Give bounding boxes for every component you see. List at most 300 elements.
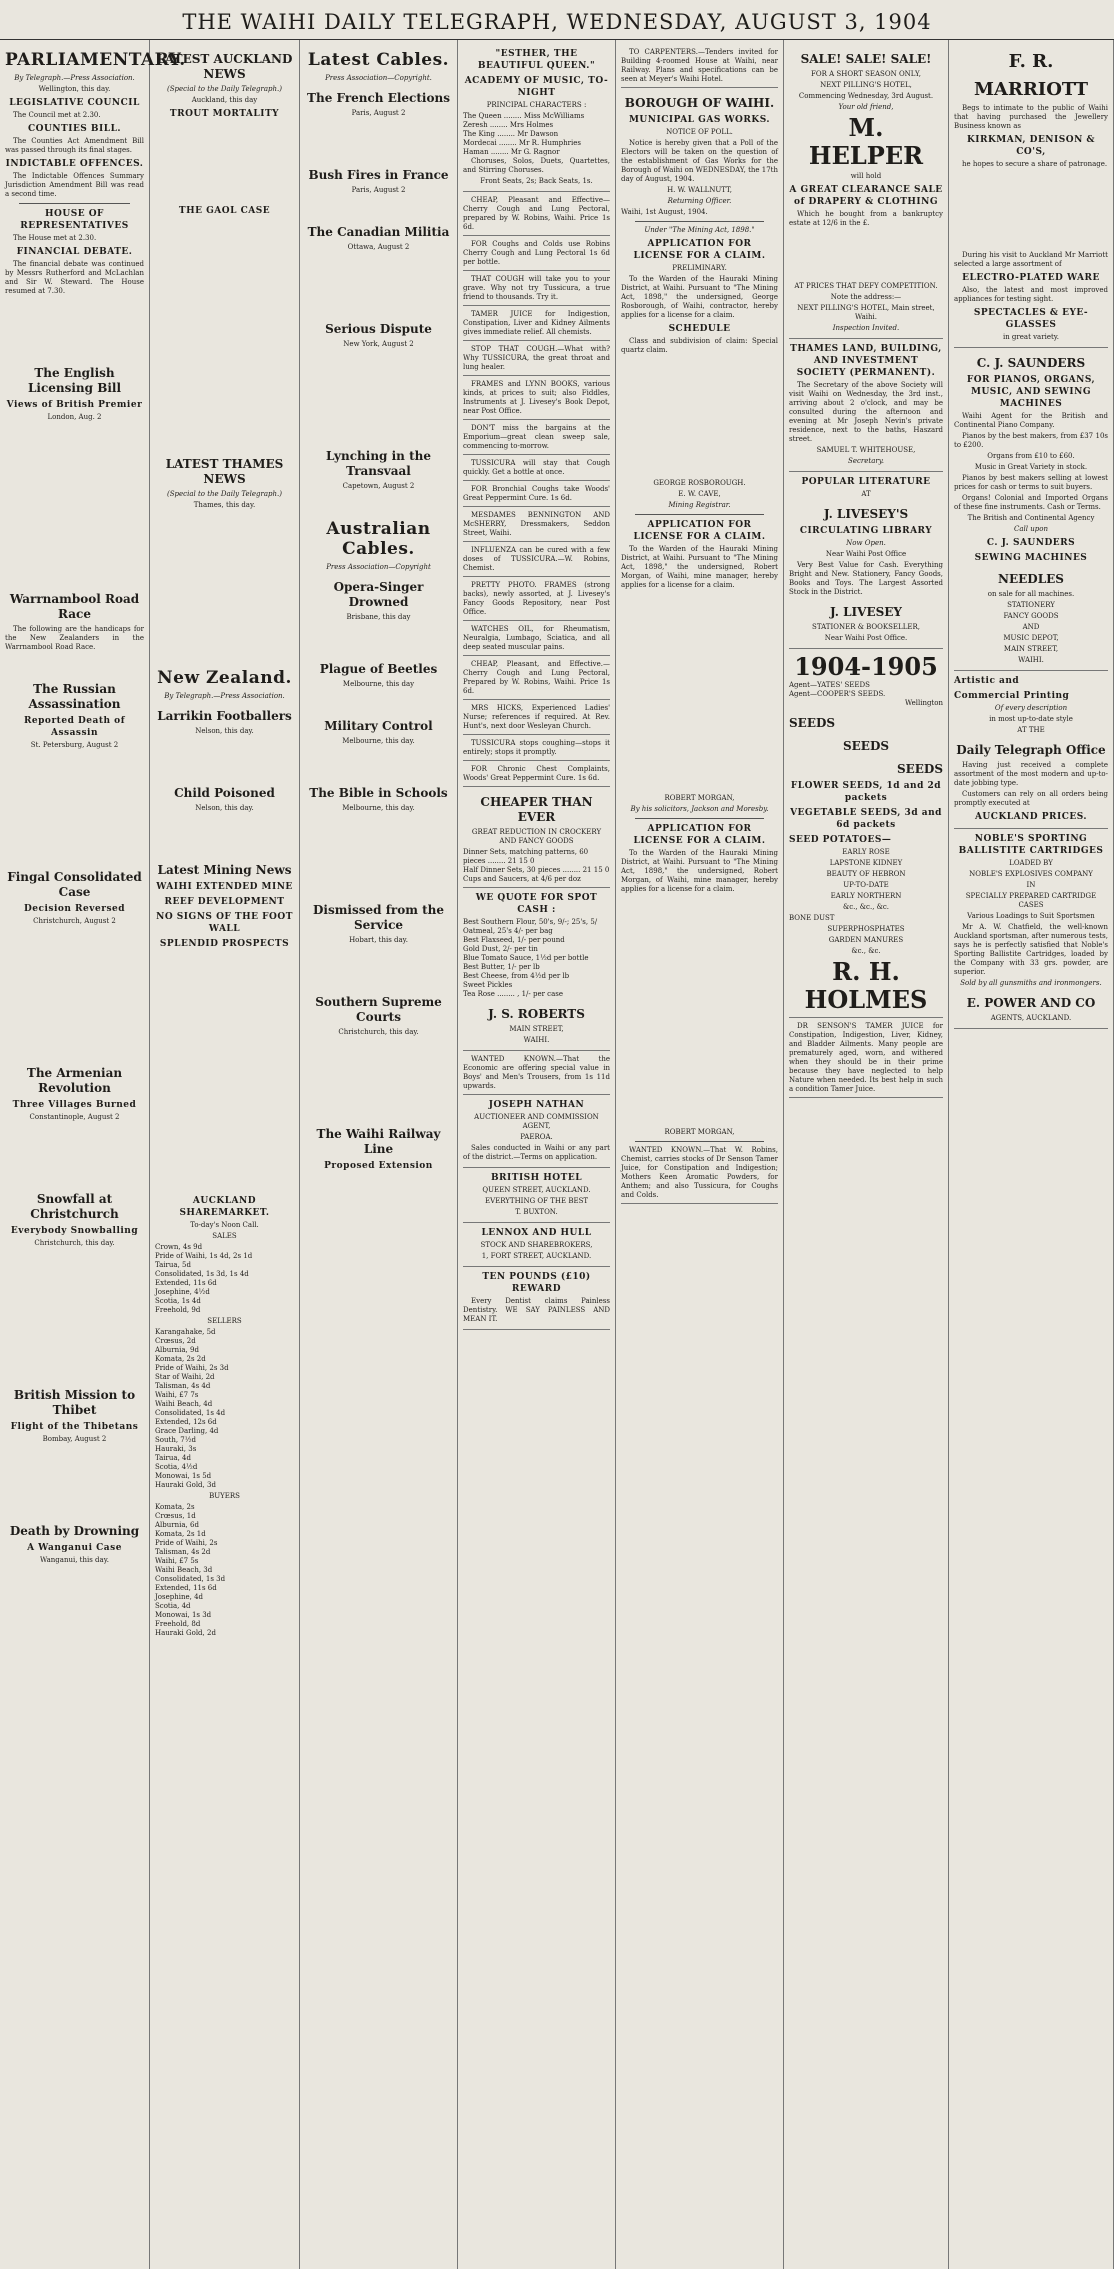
cast-row: Haman ........ Mr G. Ragnor [463,148,560,156]
column-5 [616,40,784,2269]
price-row: Best Butter, 1/- per lb [463,963,540,971]
advert-title: "ESTHER, THE BEAUTIFUL QUEEN." [477,49,596,71]
headline: The Canadian Militia [307,225,450,239]
advert-text: Mr A. W. Chatfield, the well-known Auckland sportsman, after numerous tests, says he is perfectly satisfied that Noble's Sporting Ballistite Cartridges, loaded by the Company with 33 grs. powder, are superior. [954,923,1108,976]
advert-text: Choruses, Solos, Duets, Quartettes, and Stirring Choruses. [463,157,610,174]
share-row: Tairua, 5d [155,1261,191,1269]
price-row: Sweet Pickles [463,981,513,989]
advert: CHEAP, Pleasant and Effective—Cherry Cough and Lung Pectoral, prepared by W. Robins, Waihi. Price 1s 6d. [463,196,610,236]
advert-text: Also, the latest and most improved appliances for testing sight. [954,286,1108,303]
advert: WANTED KNOWN.—That the Economic are offering special value in Boys' and Men's Trousers, from 1s 11d upwards. [463,1055,610,1095]
headline: Plague of Beetles [319,662,438,676]
advert-title: WE QUOTE FOR SPOT CASH : [475,893,598,915]
advert-title: FOR PIANOS, ORGANS, MUSIC, AND SEWING MACHINES [966,375,1096,409]
share-row: Hauraki Gold, 3d [155,1481,216,1489]
share-row: Crown, 4s 9d [155,1243,203,1251]
subheadline: Views of British Premier [6,400,143,410]
share-row: Grace Darling, 4d [155,1427,219,1435]
headline: The English Licensing Bill [27,366,122,395]
headline: Death by Drowning [9,1524,140,1538]
section-heading: LEGISLATIVE COUNCIL [9,98,140,108]
price-row: Cups and Saucers, at 4/6 per doz [463,875,581,883]
notice-text: To the Warden of the Hauraki Mining District, at Waihi. Pursuant to "The Mining Act, 1898," the undersigned, Robert Morgan, of Waihi, mine manager, hereby applies for a license for a claim. [621,849,778,893]
notice-officer: Returning Officer. [667,197,732,205]
notice-label: NOTICE OF POLL. [666,128,733,136]
share-row: Talisman, 4s 2d [155,1548,211,1556]
article-text: The House met at 2.30. [13,234,97,242]
potato-row: LAPSTONE KIDNEY [829,859,903,867]
advert-text: AGENTS, AUCKLAND. [990,1014,1072,1022]
dateline: New York, August 2 [343,340,414,348]
advert-seeds [789,653,943,1018]
notice-signature: ROBERT MORGAN, [664,794,735,802]
advert-town: PAEROA. [520,1133,553,1141]
advert-text: on sale for all machines. [987,590,1075,598]
headline: Latest Mining News [157,863,292,877]
dateline: Capetown, August 2 [342,482,415,490]
notice-text: To the Warden of the Hauraki Mining District, at Waihi. Pursuant to "The Mining Act, 1898," the undersigned, George Rosborough, of Waihi, contractor, hereby applies for a license for a claim. [621,275,778,319]
share-buyers-list [155,1503,294,1638]
subheadline: Everybody Snowballing [10,1226,139,1236]
advert-text: Which he bought from a bankruptcy estate at 12/6 in the £. [789,210,943,227]
dateline: Nelson, this day. [195,727,254,735]
advert-title: SALE! SALE! SALE! [800,52,932,66]
headline: LATEST THAMES NEWS [165,457,284,486]
advert-address: QUEEN STREET, AUCKLAND. [482,1186,591,1194]
share-row: Crœsus, 2d [155,1337,196,1345]
headline: The Armenian Revolution [26,1066,123,1095]
headline: Southern Supreme Courts [315,995,442,1024]
advert-text: Very Best Value for Cash. Everything Bright and New. Stationery, Fancy Goods, Books and Toys. The Largest Assorted Stock in the District. [789,561,943,596]
section-heading: INDICTABLE OFFENCES. [5,159,144,169]
advert-text: Of every description [994,704,1068,712]
advert-name: BRITISH HOTEL [490,1173,583,1183]
notice-officer: Mining Registrar. [668,501,731,509]
byline: (Special to the Daily Telegraph.) [167,490,282,498]
article-text: The Counties Act Amendment Bill was passed through its final stages. [5,137,144,154]
advert-firm: KIRKMAN, DENISON & CO'S, [966,135,1096,157]
advert-nathan [463,1099,610,1168]
advert: FOR Bronchial Coughs take Woods' Great Peppermint Cure. 1s 6d. [463,485,610,507]
advert-text: Every Dentist claims Painless Dentistry. WE SAY PAINLESS AND MEAN IT. [463,1297,610,1323]
share-row: Consolidated, 1s 3d [155,1575,226,1583]
subheadline: To-day's Noon Call. [190,1221,259,1229]
advert-address: Near Waihi Post Office. [824,634,908,642]
advert-location: NEXT PILLING'S HOTEL, [820,81,912,89]
notice-signature: E. W. CAVE, [678,490,721,498]
share-sellers-label: SELLERS [207,1317,242,1325]
notice-signature: H. W. WALLNUTT, [667,186,732,194]
advert-text: SEED POTATOES— [789,835,892,845]
advert-address: Near Waihi Post Office [825,550,907,558]
advert-title: TEN POUNDS (£10) REWARD [482,1272,591,1294]
notice-heading: APPLICATION FOR LICENSE FOR A CLAIM. [633,239,766,261]
advert: STOP THAT COUGH.—What with? Why TUSSICURA, the great throat and lung healer. [463,345,610,376]
advert: TAMER JUICE for Indigestion, Constipation, Liver and Kidney Ailments gives immediate relief. All chemists. [463,310,610,341]
advert-subtitle: CIRCULATING LIBRARY [799,526,933,536]
share-row: Komata, 2s [155,1503,195,1511]
dateline: Auckland, this day [191,96,258,104]
advert-text: FLOWER SEEDS, 1d and 2d packets [790,781,942,803]
subheadline: Three Villages Burned [12,1100,137,1110]
dateline: Wellington, this day. [38,85,111,93]
column-2 [150,40,300,2269]
advert-text: Note the address:— [830,293,902,301]
dateline: Constantinople, August 2 [29,1113,120,1121]
subheadline: A Wanganui Case [27,1543,122,1553]
advert-title: THAMES LAND, BUILDING, AND INVESTMENT SOCIETY (PERMANENT). [790,344,942,378]
advert-name: J. LIVESEY'S [823,507,909,521]
share-row: Alburnia, 9d [155,1346,199,1354]
advert: FOR Chronic Chest Complaints, Woods' Great Peppermint Cure. 1s 6d. [463,765,610,787]
advert-title: ELECTRO-PLATED WARE [962,273,1100,283]
advert: MRS HICKS, Experienced Ladies' Nurse; references if required. At Rev. Hunt's, next door Wesleyan Church. [463,704,610,735]
share-row: Crœsus, 1d [155,1512,196,1520]
dateline: Hobart, this day. [349,936,408,944]
notice-by: By his solicitors, Jackson and Moresby. [630,805,769,813]
advert-name: F. R. MARRIOTT [973,51,1089,100]
advert-text: Customers can rely on all orders being promptly executed at [954,790,1108,807]
headline: Military Control [324,719,433,733]
advert-text: will hold [850,172,882,180]
advert-text: NOBLE'S EXPLOSIVES COMPANY [969,870,1093,878]
dateline: Christchurch, August 2 [33,917,116,925]
parliamentary-heading: PARLIAMENTARY. [5,50,186,70]
subheadline: Flight of the Thibetans [10,1422,139,1432]
subheadline: Proposed Extension [324,1161,433,1171]
act-reference: Under "The Mining Act, 1898." [644,226,755,234]
share-row: South, 7½d [155,1436,197,1444]
advert-text: VEGETABLE SEEDS, 3d and 6d packets [790,808,942,830]
dateline: Nelson, this day. [195,804,254,812]
headline: The French Elections [307,91,450,105]
headline: Warrnambool Road Race [9,592,140,621]
notice-text: To the Warden of the Hauraki Mining District, at Waihi. Pursuant to "The Mining Act, 1898," the undersigned, Robert Morgan, of Waihi, mine manager, hereby applies for a license for a claim. [621,545,778,589]
byline: Press Association—Copyright [326,563,431,571]
advert-text: SPECIALLY PREPARED CARTRIDGE CASES [965,892,1097,909]
price-row: Dinner Sets, matching patterns, 60 pieces ........ 21 15 0 [463,848,589,865]
advert-text: AUCKLAND PRICES. [974,812,1088,822]
notice-signature: ROBERT MORGAN, [664,1128,735,1136]
section-heading: REEF DEVELOPMENT [164,897,285,907]
advert-address: NEXT PILLING'S HOTEL, Main street, Waihi. [797,304,935,321]
column-4 [458,40,616,2269]
column-6 [784,40,949,2269]
notice-subheading: MUNICIPAL GAS WORKS. [628,115,771,125]
share-row: Freehold, 9d [155,1306,201,1314]
section-heading: WAIHI EXTENDED MINE [156,882,293,892]
share-row: Monowai, 1s 3d [155,1611,212,1619]
headline: New Zealand. [157,668,292,688]
potato-row: UP-TO-DATE [843,881,889,889]
advert-text: Various Loadings to Suit Sportsmen [967,912,1095,920]
advert-name: J. LIVESEY [830,605,902,619]
dateline: Melbourne, this day. [342,737,415,745]
share-row: Waihi, £7 7s [155,1391,199,1399]
share-row: Komata, 2s 2d [155,1355,206,1363]
advert-text: AT [861,490,871,498]
advert-text: Agent—COOPER'S SEEDS. [789,690,886,698]
dateline: Melbourne, this day. [342,804,415,812]
dateline: Paris, August 2 [351,186,406,194]
advert-seeds-word: SEEDS [896,762,943,776]
advert-text: Sales conducted in Waihi or any part of the district.—Terms on application. [463,1144,610,1161]
advert-text: &c., &c. [851,947,881,955]
headline: Snowfall at Christchurch [30,1192,119,1221]
column-3 [300,40,458,2269]
advert-text: SUPERPHOSPHATES [827,925,905,933]
section-heading: NO SIGNS OF THE FOOT WALL [156,912,293,934]
advert-subtitle: STOCK AND SHAREBROKERS, [480,1241,593,1249]
advert-text: Sold by all gunsmiths and ironmongers. [960,979,1102,987]
dateline: London, Aug. 2 [47,413,102,421]
advert: PRETTY PHOTO. FRAMES (strong backs), newly assorted, at J. Livesey's Fancy Goods Repository, near Post Office. [463,581,610,621]
notice-heading: BOROUGH OF WAIHI. [624,96,775,110]
headline: British Mission to Thibet [13,1388,136,1417]
advert-text: BONE DUST [789,914,835,922]
notice-text: Class and subdivision of claim: Special quartz claim. [621,337,778,354]
advert-officer: Secretary. [848,457,884,465]
dateline: Wanganui, this day. [40,1556,109,1564]
section-heading: SPLENDID PROSPECTS [159,939,290,949]
dateline: St. Petersburg, August 2 [30,741,119,749]
advert-lennox [463,1227,610,1267]
headline: Lynching in the Transvaal [326,449,431,478]
price-row: Best Cheese, from 4½d per lb [463,972,570,980]
share-row: Extended, 12s 6d [155,1418,217,1426]
cast-row: Zeresh ........ Mrs Holmes [463,121,554,129]
share-row: Alburnia, 6d [155,1521,199,1529]
byline: (Special to the Daily Telegraph.) [167,85,282,93]
share-sellers-list [155,1328,294,1490]
advert-title: SEWING MACHINES [974,553,1088,563]
advert-subtitle: AUCTIONEER AND COMMISSION AGENT, [474,1113,599,1130]
advert-name: C. J. SAUNDERS [976,356,1086,370]
share-row: Freehold, 8d [155,1620,201,1628]
advert-text: IN [1026,881,1036,889]
price-row: Gold Dust, 2/- per tin [463,945,538,953]
advert: TUSSICURA stops coughing—stops it entirely; stops it promptly. [463,739,610,761]
advert-livesey-library [789,476,943,649]
advert-text: Your old friend, [838,103,894,111]
advert-text: &c., &c., &c. [842,903,890,911]
column-7 [949,40,1114,2269]
section-heading: FINANCIAL DEBATE. [16,247,133,257]
advert-text: The Secretary of the above Society will visit Waihi on Wednesday, the 3rd inst., arriving about 2 o'clock, and may be consulted during the afternoon and evening at Mr Joseph Nevin's private residence, next to the baths, Haszard street. [789,381,943,443]
share-row: Pride of Waihi, 1s 4d, 2s 1d [155,1252,253,1260]
notice-heading: APPLICATION FOR LICENSE FOR A CLAIM. [633,520,766,542]
potato-row: EARLY NORTHERN [830,892,902,900]
advert-address: MAIN STREET, [509,1025,564,1033]
advert-name: JOSEPH NATHAN [488,1100,585,1110]
share-row: Waihi, £7 5s [155,1557,199,1565]
price-row: Blue Tomato Sauce, 1½d per bottle [463,954,589,962]
headline: Dismissed from the Service [313,903,444,932]
headline: Child Poisoned [174,786,275,800]
potato-row: BEAUTY OF HEBRON [826,870,906,878]
advert: DR SENSON'S TAMER JUICE for Constipation, Indigestion, Liver, Kidney, and Bladder Ailments. Many people are prematurely aged, worn, and withered when they should be in their prime because they have neglected to help Nature when needed. Its best help in such a condition Tamer Juice. [789,1022,943,1098]
cast-row: The King ........ Mr Dawson [463,130,559,138]
section-heading: COUNTIES BILL. [27,124,122,134]
dateline: Christchurch, this day. [338,1028,419,1036]
byline: Press Association—Copyright. [325,74,432,82]
advert-helper-sale [789,52,943,339]
advert-text: FANCY GOODS [1003,612,1059,620]
advert: CHEAP, Pleasant, and Effective.—Cherry Cough and Lung Pectoral, Prepared by W. Robins, Waihi. Price 1s 6d. [463,660,610,700]
advert-text: Call upon [1014,525,1048,533]
share-row: Scotia, 4d [155,1602,191,1610]
advert: MESDAMES BENNINGTON AND McSHERRY, Dressmakers, Seddon Street, Waihi. [463,511,610,542]
advert-text: Agent—YATES' SEEDS [789,681,870,689]
headline: The Russian Assassination [28,682,121,711]
price-row: Half Dinner Sets, 30 pieces ........ 21 15 0 [463,866,610,874]
advert-seeds-word: SEEDS [842,739,890,753]
advert-text: Now Open. [846,539,886,547]
advert: TUSSICURA will stay that Cough quickly. Get a bottle at once. [463,459,610,481]
advert-text: in most up-to-date style [989,715,1073,723]
advert-marriott [954,48,1108,348]
advert-text: MUSIC DEPOT, [1003,634,1059,642]
dateline: Melbourne, this day [342,680,415,688]
advert-venue: ACADEMY OF MUSIC, TO-NIGHT [464,76,609,98]
headline: Australian Cables. [326,519,431,559]
advert-signature: SAMUEL T. WHITEHOUSE, [816,446,916,454]
share-row: Scotia, 4½d [155,1463,198,1471]
advert-seeds-word: SEEDS [789,716,836,730]
share-row: Monowai, 1s 5d [155,1472,212,1480]
advert-town: WAIHI. [523,1036,550,1044]
advert-text: During his visit to Auckland Mr Marriott selected a large assortment of [954,251,1108,268]
share-row: Waihi Beach, 4d [155,1400,213,1408]
advert-text: he hopes to secure a share of patronage. [962,160,1108,168]
advert-name: R. H. HOLMES [804,957,928,1014]
headline: LATEST AUCKLAND NEWS [156,52,293,81]
notice-label: PRELIMINARY. [672,264,727,272]
share-row: Pride of Waihi, 2s 3d [155,1364,229,1372]
headline: Bush Fires in France [308,168,449,182]
share-row: Josephine, 4d [155,1593,204,1601]
advert-name: C. J. SAUNDERS [986,538,1076,548]
advert: DON'T miss the bargains at the Emporium—great clean sweep sale, commencing to-morrow. [463,424,610,455]
advert-text: GARDEN MANURES [828,936,904,944]
section-heading: THE GAOL CASE [178,206,271,216]
price-row: Tea Rose ........ , 1/- per case [463,990,564,998]
share-row: Tairua, 4d [155,1454,191,1462]
share-sales-label: SALES [212,1232,237,1240]
dateline: Paris, August 2 [351,109,406,117]
article-text: The financial debate was continued by Messrs Rutherford and McLachlan and Sir W. Steward. The House resumed at 7.30. [5,260,144,295]
advert-date: Commencing Wednesday, 3rd August. [798,92,934,100]
section-heading: TROUT MORTALITY [169,109,280,119]
advert-saunders [954,356,1108,671]
advert-reward [463,1271,610,1330]
advert-town: WAIHI. [1018,656,1044,664]
advert: FRAMES and LYNN BOOKS, various kinds, at prices to suit; also Fiddles, Instruments at J. Livesey's Book Depot, near Post Office. [463,380,610,420]
share-row: Josephine, 4½d [155,1288,210,1296]
share-row: Waihi Beach, 3d [155,1566,213,1574]
cast-row: Mordecai ........ Mr R. Humphries [463,139,581,147]
advert-title: NEEDLES [998,572,1064,586]
share-row: Scotia, 1s 4d [155,1297,201,1305]
advert: FOR Coughs and Colds use Robins Cherry Cough and Lung Pectoral 1s 6d per bottle. [463,240,610,271]
advert-text: AT PRICES THAT DEFY COMPETITION. [794,282,938,290]
share-row: Extended, 11s 6d [155,1584,217,1592]
advert-proprietor: T. BUXTON. [515,1208,558,1216]
advert-grocer [463,892,610,1051]
advert-subtitle: STATIONER & BOOKSELLER, [812,623,920,631]
advert-title: CHEAPER THAN EVER [480,795,593,824]
advert-text: Music in Great Variety in stock. [974,463,1088,471]
price-row: Best Southern Flour, 50's, 9/-; 25's, 5/ [463,918,598,926]
share-row: Pride of Waihi, 2s [155,1539,218,1547]
price-row: Best Flaxseed, 1/- per pound [463,936,565,944]
share-row: Hauraki, 3s [155,1445,197,1453]
advert-text: in great variety. [1002,333,1060,341]
advert-title: A GREAT CLEARANCE SALE of DRAPERY & CLOTHING [789,185,943,207]
advert-title: SPECTACLES & EYE-GLASSES [973,308,1089,330]
advert: WATCHES OIL, for Rheumatism, Neuralgia, Lumbago, Sciatica, and all deep seated muscular pains. [463,625,610,656]
share-sales-list [155,1243,294,1315]
advert-address: 1, FORT STREET, AUCKLAND. [481,1252,592,1260]
advert-crockery [463,795,610,888]
share-row: Komata, 2s 1d [155,1530,206,1538]
advert-text: The British and Continental Agency [967,514,1095,522]
dateline: Christchurch, this day. [34,1239,115,1247]
share-row: Talisman, 4s 4d [155,1382,211,1390]
masthead: THE WAIHI DAILY TELEGRAPH, WEDNESDAY, AUGUST 3, 1904 [0,0,1114,40]
advert-text: AT THE [1017,726,1045,734]
advert-text: Waihi Agent for the British and Continental Piano Company. [954,412,1108,429]
headline: The Bible in Schools [309,786,448,800]
advert-address: MAIN STREET, [1003,645,1059,653]
advert-text: Organs from £10 to £60. [987,452,1075,460]
schedule-heading: SCHEDULE [668,324,731,334]
headline: The Waihi Railway Line [316,1127,441,1156]
section-heading: AUCKLAND SHAREMARKET. [179,1196,270,1218]
advert-text: Pianos by the best makers, from £37 10s to £200. [954,432,1108,449]
share-row: Consolidated, 1s 4d [155,1409,226,1417]
subheadline: Reported Death of Assassin [23,716,126,738]
notice-date: Waihi, 1st August, 1904. [621,208,708,216]
advert-name: J. S. ROBERTS [488,1007,585,1021]
advert-printing [954,675,1108,829]
advert-name: E. POWER AND CO [966,996,1096,1010]
advert-esther [463,48,610,192]
advert: WANTED KNOWN.—That W. Robins, Chemist, carries stocks of Dr Senson Tamer Juice, for Constipation and Indigestion; Mothers Keen Aromatic Powders, for Anthem; and also Tussicura, for Coughs and Colds. [621,1146,778,1204]
article-text: The Council met at 2.30. [13,111,101,119]
article-text: The Indictable Offences Summary Jurisdiction Amendment Bill was read a second time. [5,172,144,198]
advert-subtitle: EVERYTHING OF THE BEST [484,1197,589,1205]
advert-text: Begs to intimate to the public of Waihi that having purchased the Jewellery Business known as [954,104,1108,130]
share-row: Star of Waihi, 2d [155,1373,215,1381]
potato-row: EARLY ROSE [842,848,890,856]
headline: Fingal Consolidated Case [7,870,142,899]
article-text: The following are the handicaps for the New Zealanders in the Warrnambool Road Race. [5,625,144,651]
dateline: Ottawa, August 2 [347,243,410,251]
byline: By Telegraph.—Press Association. [164,692,285,700]
share-row: Karangahake, 5d [155,1328,216,1336]
headline: Opera-Singer Drowned [333,580,424,609]
advert-british-hotel [463,1172,610,1223]
notice-signature: GEORGE ROSBOROUGH. [653,479,746,487]
dateline: Thames, this day. [193,501,256,509]
dateline: Bombay, August 2 [42,1435,107,1443]
advert-name: LENNOX AND HULL [481,1228,592,1238]
subheadline: Decision Reversed [23,904,126,914]
advert-title: Artistic and [954,676,1020,686]
headline: Latest Cables. [307,50,450,70]
advert-text: LOADED BY [1009,859,1053,867]
